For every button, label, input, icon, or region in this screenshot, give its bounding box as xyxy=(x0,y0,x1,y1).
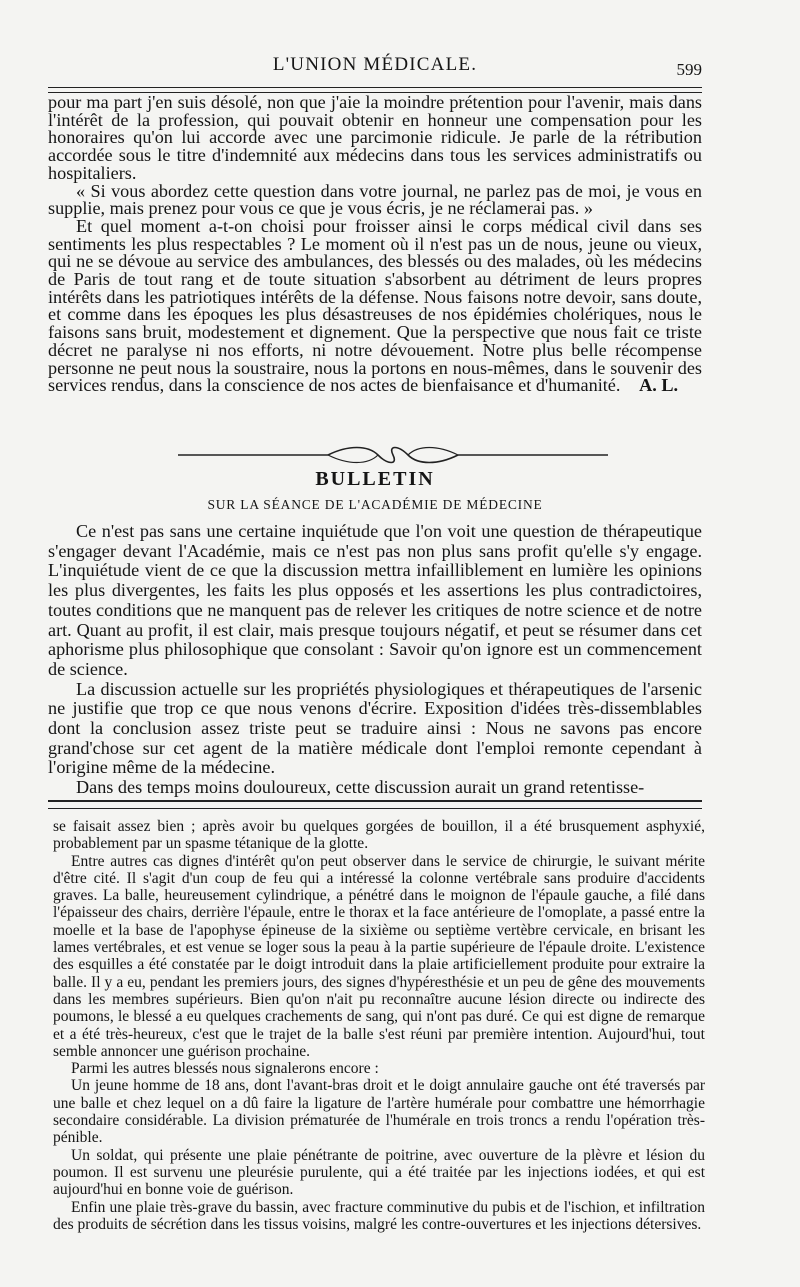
feuilleton-paragraph: Entre autres cas dignes d'intérêt qu'on peut observer dans le service de chirurgie, le suivant mérite d'être cité. Il s'agit d'un coup de feu qui a intéressé la colonne vertébrale sans produire d'accidents graves. La balle, heureusement cylindrique, a pénétré dans le moignon de l'épaule gauche, a filé dans l'épaisseur des chairs, derrière l'épaule, entre le thorax et la face antérieure de l'omoplate, a passé entre la moelle et la base de l'apophyse épineuse de la sixième ou septième vertèbre cervicale, en brisant les lames vertébrales, et est venue se loger sous la peau à la partie supérieure de l'épaule droite. L'existence des esquilles a été constatée par le doigt introduit dans la plaie artificiellement produite pour extraire la balle. Il y a eu, pendant les premiers jours, des signes d'hypéresthésie et un peu de gêne des mouvements dans les membres supérieurs. Bien qu'on n'ait pu reconnaître aucune lésion directe ou indirecte des poumons, le blessé a eu quelques crachements de sang, qui n'ont pas duré. Ce qui est digne de remarque et a été très-heureux, c'est que le trajet de la balle s'est réuni par première intention. Aujourd'hui, tout semble annoncer une guérison prochaine. xyxy=(53,852,705,1060)
article-signature: A. L. xyxy=(639,375,678,396)
feuilleton-rule xyxy=(48,800,702,809)
feuilleton-paragraph: Parmi les autres blessés nous signalerons encore : xyxy=(71,1060,379,1078)
bulletin-subtitle: SUR LA SÉANCE DE L'ACADÉMIE DE MÉDECINE xyxy=(207,497,543,512)
running-title: L'UNION MÉDICALE. xyxy=(272,54,478,75)
bulletin-body xyxy=(48,522,702,798)
feuilleton-paragraph: Enfin une plaie très-grave du bassin, avec fracture comminutive du pubis et de l'ischion, et infiltration des produits de sécrétion dans les tissus voisins, malgré les contre-ouvertures et les injections détersives. xyxy=(53,1198,705,1233)
page-header xyxy=(48,50,702,80)
page-number: 599 xyxy=(676,60,702,79)
top-article xyxy=(48,94,702,395)
feuilleton-paragraph: se faisait assez bien ; après avoir bu quelques gorgées de bouillon, il a été brusquement asphyxié, probablement par un spasme tétanique de la glotte. xyxy=(53,818,705,853)
bulletin-paragraph: Ce n'est pas sans une certaine inquiétude que l'on voit une question de thérapeutique s'engager devant l'Académie, mais ce n'est pas non plus sans profit qu'elle s'y engage. L'inquiétude vient de ce que la discussion mettra infailliblement en lumière les opinions les plus divergentes, les faits les plus opposés et les assertions les plus contradictoires, toutes conditions que ne manquent pas de relever les critiques de notre science et de notre art. Quant au profit, il est clair, mais presque toujours négatif, et peut se résumer dans cet aphorisme plus philosophique que consolant : Savoir qu'on ignore est un commencement de science. xyxy=(48,521,702,679)
top-paragraph: pour ma part j'en suis désolé, non que j'aie la moindre prétention pour l'avenir, mais dans l'intérêt de la profession, qui pouvait obtenir en honneur une compensation pour les honoraires qu'on lui accorde avec une parcimonie ridicule. Je parle de la rétribution accordée sous le titre d'indemnité aux médecins dans tous les services administratifs ou hospitaliers. xyxy=(48,92,702,183)
ornamental-divider xyxy=(178,445,608,465)
feuilleton-paragraph: Un soldat, qui présente une plaie pénétrante de poitrine, avec ouverture de la plèvre et lésion du poumon. Il est survenu une pleurésie purulente, qui a été traitée par les injections iodées, et qui est aujourd'hui en bonne voie de guérison. xyxy=(53,1146,705,1199)
top-paragraph: « Si vous abordez cette question dans votre journal, ne parlez pas de moi, je vous en supplie, mais prenez pour vous ce que je vous écris, je ne réclamerai pas. » xyxy=(48,180,702,219)
top-paragraph: Et quel moment a-t-on choisi pour froisser ainsi le corps médical civil dans ses sentiments les plus respectables ? Le moment où il n'est pas un de nous, jeune ou vieux, qui ne se dévoue au service des ambulances, des blessés ou des malades, où les médecins de Paris de tout rang et de toute situation s'absorbent au détriment de leurs propres intérêts dans les patriotiques intérêts de la défense. Nous faisons notre devoir, sans doute, et comme dans les époques les plus désastreuses de nos épidémies cholériques, nous le faisons sans bruit, modestement et dignement. Que la perspective que nous fait ce triste décret ne paralyse ni nos efforts, ni notre dévouement. Notre plus belle récompense personne ne peut nous la soustraire, nous la portons en nous-mêmes, dans le souvenir des services rendus, dans la conscience de nos actes de bienfaisance et d'humanité. xyxy=(48,215,702,396)
bulletin-title: BULLETIN xyxy=(315,468,435,490)
feuilleton-section xyxy=(53,818,705,1233)
feuilleton-paragraph: Un jeune homme de 18 ans, dont l'avant-bras droit et le doigt annulaire gauche ont été traversés par une balle et chez lequel on a dû faire la ligature de l'artère humérale pour combattre une hémorrhagie secondaire considérable. La division prématurée de l'humérale en trois troncs a rendu l'opération très-pénible. xyxy=(53,1077,705,1147)
bulletin-paragraph: La discussion actuelle sur les propriétés physiologiques et thérapeutiques de l'arsenic ne justifie que trop ce que nous venons d'écrire. Exposition d'idées très-dissemblables dont la conclusion assez triste peut se traduire ainsi : Nous ne savons pas encore grand'chose sur cet agent de la matière médicale dont l'emploi remonte cependant à l'origine même de la médecine. xyxy=(48,678,702,778)
bulletin-paragraph: Dans des temps moins douloureux, cette discussion aurait un grand retentisse- xyxy=(76,777,645,798)
